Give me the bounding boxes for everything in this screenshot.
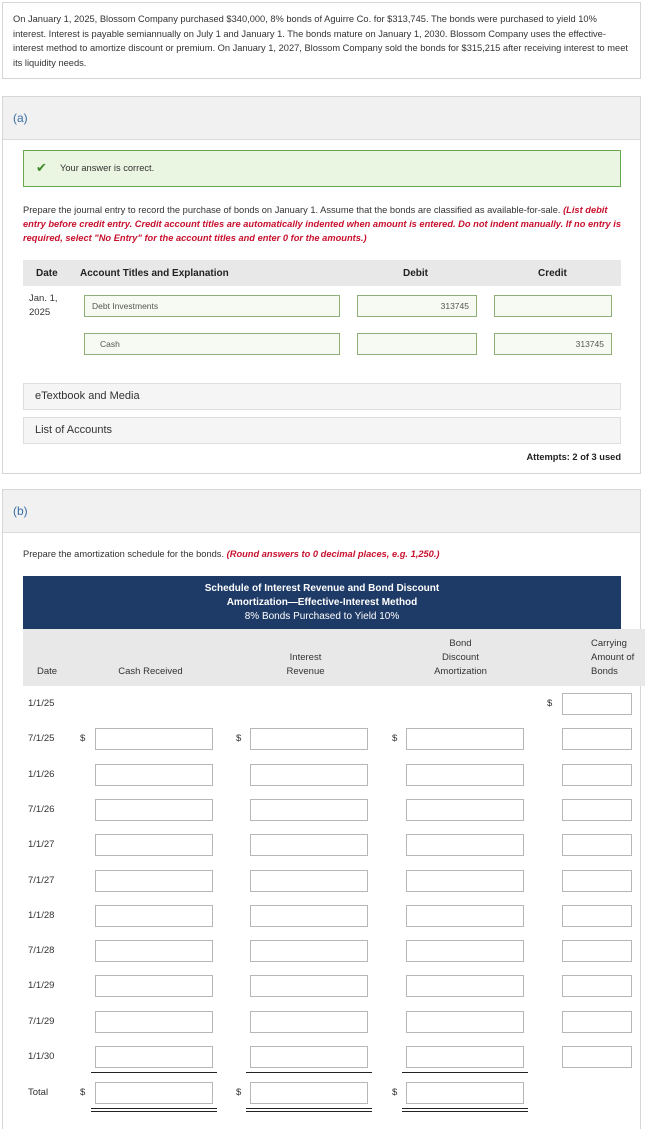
- part-a-panel: [2, 96, 641, 474]
- col-bond-line3: Amortization: [434, 666, 487, 677]
- col-interest-line2: Revenue: [286, 666, 325, 677]
- col-bond-discount-amortization: [403, 637, 518, 679]
- cash-input[interactable]: [95, 764, 213, 786]
- interest-input[interactable]: [250, 799, 368, 821]
- carrying-input[interactable]: [562, 975, 632, 997]
- row-date: 1/1/29: [28, 980, 55, 992]
- interest-input[interactable]: [250, 764, 368, 786]
- amort-input[interactable]: [406, 728, 524, 750]
- cash-input[interactable]: [95, 940, 213, 962]
- cash-input[interactable]: [95, 728, 213, 750]
- amort-input[interactable]: [406, 975, 524, 997]
- total-double-rule: [402, 1108, 528, 1112]
- carrying-input[interactable]: [562, 940, 632, 962]
- total-double-rule: [91, 1108, 217, 1112]
- credit-input-2[interactable]: 313745: [494, 333, 612, 355]
- row-date: 1/1/26: [28, 768, 55, 780]
- amort-input[interactable]: [406, 764, 524, 786]
- total-label: Total: [28, 1087, 49, 1099]
- account-title-input-2[interactable]: Cash: [84, 333, 340, 355]
- row-date: 7/1/27: [28, 874, 55, 886]
- amort-input[interactable]: [406, 799, 524, 821]
- carrying-input[interactable]: [562, 764, 632, 786]
- currency-symbol: $: [236, 733, 242, 745]
- currency-symbol: $: [236, 1087, 242, 1099]
- problem-statement: [2, 2, 641, 79]
- total-cash-input[interactable]: [95, 1082, 213, 1104]
- row-date: 7/1/26: [28, 803, 55, 815]
- row-date: 1/1/28: [28, 909, 55, 921]
- interest-input[interactable]: [250, 870, 368, 892]
- carrying-input[interactable]: [562, 905, 632, 927]
- journal-table-header: [23, 260, 621, 286]
- col-carry-line2: Amount of: [591, 652, 635, 663]
- part-b-label[interactable]: (b): [13, 504, 28, 518]
- cash-input[interactable]: [95, 834, 213, 856]
- col-carry-line3: Bonds: [591, 666, 618, 677]
- interest-input[interactable]: [250, 940, 368, 962]
- row-date: 7/1/25: [28, 733, 55, 745]
- carrying-input[interactable]: [562, 728, 632, 750]
- header-date: Date: [36, 268, 58, 279]
- problem-text: On January 1, 2025, Blossom Company purchased $340,000, 8% bonds of Aguirre Co. for $313,745. The bonds were purchased to yield 10% interest. Interest is payable semiannually on July 1 and January 1. The bonds mature on January 1, 2030. Blossom Company uses the effective-interest method to amortize discount or premium. On January 1, 2027, Blossom Company sold the bonds for $315,215 after receiving interest to meet its liquidity needs.: [13, 14, 628, 68]
- correct-answer-banner: [23, 150, 621, 187]
- total-interest-input[interactable]: [250, 1082, 368, 1104]
- journal-instruction-note: (List debit entry before credit entry. Credit account titles are automatically indented when amount is entered. Do not indent manually. If no entry is required, select "No Entry" for the account titles and enter 0 for the amounts.): [23, 205, 622, 243]
- part-b-panel: [2, 489, 641, 1129]
- journal-instruction-text: Prepare the journal entry to record the purchase of bonds on January 1. Assume that the bonds are classified as available-for-sale.: [23, 205, 561, 215]
- col-date: Date: [36, 666, 58, 677]
- journal-date-line1: Jan. 1,: [29, 293, 58, 304]
- cash-input[interactable]: [95, 799, 213, 821]
- col-interest-revenue: [248, 651, 363, 679]
- checkmark-icon: ✔: [36, 160, 47, 175]
- carrying-input[interactable]: [562, 1046, 632, 1068]
- schedule-instruction-text: Prepare the amortization schedule for the bonds.: [23, 549, 225, 559]
- row-date: 1/1/30: [28, 1051, 55, 1062]
- schedule-title-line1: Schedule of Interest Revenue and Bond Discount: [204, 583, 440, 594]
- currency-symbol: $: [547, 698, 553, 709]
- row-date: 1/1/27: [28, 839, 55, 851]
- interest-input[interactable]: [250, 1046, 368, 1068]
- header-credit: Credit: [538, 268, 567, 279]
- amort-input[interactable]: [406, 1046, 524, 1068]
- total-double-rule: [246, 1108, 372, 1112]
- journal-instruction: [23, 203, 627, 245]
- cash-input[interactable]: [95, 905, 213, 927]
- debit-input-1[interactable]: 313745: [357, 295, 477, 317]
- interest-input[interactable]: [250, 728, 368, 750]
- subtotal-rule: [402, 1072, 528, 1073]
- header-account: Account Titles and Explanation: [80, 268, 229, 279]
- cash-input[interactable]: [95, 975, 213, 997]
- col-interest-line1: Interest: [289, 652, 322, 663]
- col-cash-received: Cash Received: [118, 666, 183, 677]
- etextbook-button[interactable]: eTextbook and Media: [23, 383, 621, 410]
- col-bond-line2: Discount: [442, 652, 479, 663]
- part-b-header: [3, 490, 640, 533]
- carrying-input[interactable]: [562, 1011, 632, 1033]
- header-debit: Debit: [403, 268, 428, 279]
- journal-date-line2: 2025: [29, 307, 51, 318]
- schedule-title: [23, 576, 621, 629]
- row-date: 7/1/28: [28, 945, 55, 957]
- amort-input[interactable]: [406, 940, 524, 962]
- carrying-input[interactable]: [562, 834, 632, 856]
- total-amort-input[interactable]: [406, 1082, 524, 1104]
- row-date: 1/1/25: [28, 698, 55, 709]
- amort-input[interactable]: [406, 834, 524, 856]
- subtotal-rule: [91, 1072, 217, 1073]
- schedule-title-line3: 8% Bonds Purchased to Yield 10%: [244, 611, 400, 622]
- currency-symbol: $: [392, 733, 398, 745]
- schedule-instruction-note: (Round answers to 0 decimal places, e.g. 1,250.): [226, 549, 440, 559]
- col-carrying-amount: [591, 637, 645, 679]
- debit-input-2[interactable]: [357, 333, 477, 355]
- amort-input[interactable]: [406, 1011, 524, 1033]
- schedule-instruction: [23, 547, 627, 561]
- carrying-input[interactable]: [562, 693, 632, 715]
- currency-symbol: $: [392, 1087, 398, 1099]
- part-a-label[interactable]: (a): [13, 111, 28, 125]
- col-bond-line1: Bond: [449, 638, 472, 649]
- credit-input-1[interactable]: [494, 295, 612, 317]
- interest-input[interactable]: [250, 975, 368, 997]
- cash-input[interactable]: [95, 870, 213, 892]
- amort-input[interactable]: [406, 905, 524, 927]
- list-of-accounts-button[interactable]: List of Accounts: [23, 417, 621, 444]
- attempts-counter: Attempts: 2 of 3 used: [526, 452, 621, 462]
- interest-input[interactable]: [250, 905, 368, 927]
- cash-input[interactable]: [95, 1046, 213, 1068]
- interest-input[interactable]: [250, 834, 368, 856]
- part-a-header: [3, 97, 640, 140]
- correct-answer-text: Your answer is correct.: [60, 163, 155, 173]
- currency-symbol: $: [80, 1087, 86, 1099]
- carrying-input[interactable]: [562, 799, 632, 821]
- currency-symbol: $: [80, 733, 86, 745]
- carrying-input[interactable]: [562, 870, 632, 892]
- cash-input[interactable]: [95, 1011, 213, 1033]
- amort-input[interactable]: [406, 870, 524, 892]
- interest-input[interactable]: [250, 1011, 368, 1033]
- schedule-title-line2: Amortization—Effective-Interest Method: [226, 597, 418, 608]
- subtotal-rule: [246, 1072, 372, 1073]
- schedule-column-header: [23, 629, 645, 686]
- col-carry-line1: Carrying: [591, 638, 627, 649]
- row-date: 7/1/29: [28, 1015, 55, 1027]
- account-title-input-1[interactable]: Debt Investments: [84, 295, 340, 317]
